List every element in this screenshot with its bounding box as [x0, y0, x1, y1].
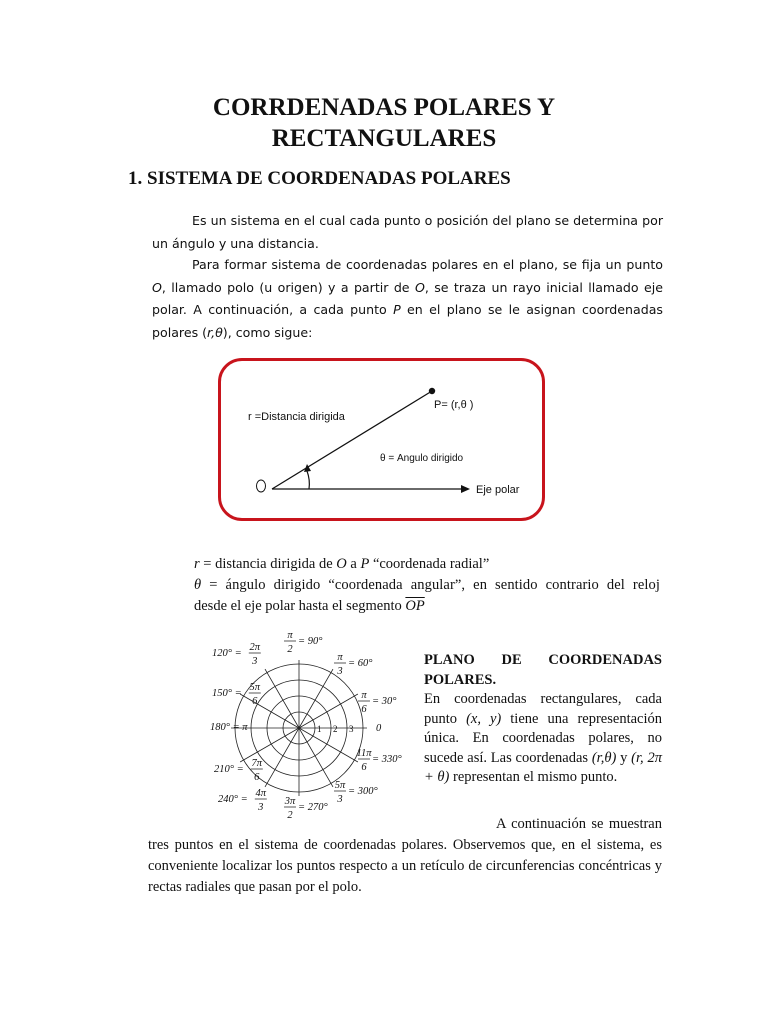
- angle-denominator: 3: [337, 666, 343, 677]
- angle-numerator: π: [337, 652, 343, 663]
- angle-label: 210° =: [214, 764, 244, 775]
- angle-denominator: 6: [254, 772, 260, 783]
- radius-tick-label: 1: [317, 724, 322, 734]
- angle-label: = 270°: [298, 802, 328, 813]
- angle-denominator: 2: [287, 644, 293, 655]
- text-run: a: [346, 556, 361, 572]
- angle-label: = 60°: [348, 658, 373, 669]
- angle-numerator: 5π: [334, 780, 346, 791]
- r-2pi-symbol: (r, 2π + θ): [424, 749, 662, 785]
- definition-theta-cont: [194, 596, 660, 617]
- text-run: En coordenadas rectangulares, cada punto: [424, 691, 662, 727]
- radius-tick-label: 3: [349, 724, 354, 734]
- text-run: = distancia dirigida de: [199, 556, 337, 572]
- angle-label: = 330°: [372, 754, 402, 765]
- polar-plane-diagram: [210, 632, 415, 818]
- angle-denominator: 3: [252, 656, 258, 667]
- r-symbol: r: [194, 556, 200, 572]
- text-run: desde el eje polar hasta el segmento: [194, 598, 406, 614]
- definitions-block: [194, 554, 660, 617]
- polar-plane-text: [424, 651, 662, 788]
- plane-heading-cont: POLARES.: [424, 671, 497, 688]
- intro-paragraph: [152, 210, 663, 255]
- angle-arc: [307, 471, 309, 489]
- angle-label: 0: [376, 723, 382, 734]
- construction-paragraph: [152, 254, 663, 344]
- angle-numerator: 5π: [249, 682, 261, 693]
- angle-numerator: 11π: [356, 748, 372, 759]
- radial-line: [299, 694, 358, 728]
- text-run: tiene una representación única. En coordenadas polares, no sucede así. Las coordenadas: [424, 710, 662, 766]
- radial-line: [240, 694, 299, 728]
- angle-numerator: 7π: [251, 758, 263, 769]
- definition-theta: [194, 575, 660, 596]
- radial-line: [240, 728, 299, 762]
- theta-symbol: θ: [194, 577, 202, 593]
- coordinates-symbol: r,θ: [207, 324, 223, 340]
- paragraph-construction: [152, 254, 663, 344]
- angle-label: 240° =: [218, 794, 248, 805]
- angle-numerator: 4π: [255, 788, 267, 799]
- point-label: P= (r,θ ): [434, 399, 474, 411]
- radius-tick-label: 2: [333, 724, 338, 734]
- angle-numerator: 2π: [249, 642, 261, 653]
- text-run: representan el mismo punto.: [449, 769, 618, 785]
- xy-symbol: (x, y): [466, 710, 502, 727]
- angle-denominator: 6: [361, 704, 367, 715]
- radial-line: [265, 669, 299, 728]
- plane-heading: PLANO DE COORDENADAS: [424, 652, 662, 668]
- polar-definition-svg: [218, 358, 545, 521]
- section-heading: 1. SISTEMA DE COORDENADAS POLARES: [128, 168, 511, 189]
- text-run: = ángulo dirigido “coordenada angular”, en sentido contrario del reloj: [201, 577, 660, 593]
- radius-line: [272, 391, 432, 489]
- angle-denominator: 2: [287, 810, 293, 818]
- pole-symbol: O: [336, 556, 347, 572]
- angle-numerator: 3π: [284, 796, 296, 807]
- pole-marker: [257, 480, 266, 492]
- page-title-line-1: CORRDENADAS POLARES Y: [212, 94, 556, 121]
- angle-label: = 300°: [348, 786, 378, 797]
- radial-line: [265, 728, 299, 787]
- arrow-head-icon: [461, 485, 470, 493]
- text-run: en el plano se le asignan coordenadas polares (: [152, 302, 663, 340]
- radial-line: [299, 728, 333, 787]
- text-run: “coordenada radial”: [369, 556, 490, 572]
- segment-op: $\overline{OP}$: [405, 598, 425, 614]
- angle-label: 120° =: [212, 648, 242, 659]
- radius-label: r =Distancia dirigida: [248, 411, 345, 423]
- angle-numerator: π: [361, 690, 367, 701]
- point-symbol: P: [393, 302, 401, 317]
- polar-axis-label: Eje polar: [476, 484, 520, 496]
- angle-label: 180° = π: [210, 722, 248, 733]
- bottom-rest: tres puntos en el sistema de coordenadas polares. Observemos que, en el sistema, es conveniente localizar los puntos respecto a un retículo de circunferencias concéntricas y rectas radiales que pasan por el polo.: [148, 837, 662, 895]
- point-symbol: P: [360, 556, 370, 572]
- text-run: ), como sigue:: [222, 324, 313, 340]
- text-run: y: [616, 749, 632, 766]
- angle-label: = 30°: [372, 696, 397, 707]
- text-run: , se traza un rayo inicial llamado eje polar. A continuación, a cada punto: [152, 279, 663, 317]
- angle-label: θ = Angulo dirigido: [380, 453, 464, 464]
- paragraph-definition: Es un sistema en el cual cada punto o posición del plano se determina por un ángulo y una distancia.: [152, 213, 663, 251]
- point-p-dot: [429, 388, 435, 394]
- rt-symbol: (r,θ): [591, 749, 617, 766]
- angle-denominator: 6: [252, 696, 258, 707]
- bottom-first-line: A continuación se muestran: [496, 816, 662, 832]
- bottom-paragraph: [148, 814, 662, 898]
- text-run: Para formar sistema de coordenadas polares en el plano, se fija un punto: [192, 257, 663, 272]
- pole-symbol: O: [414, 279, 425, 295]
- text-run: , llamado polo (u origen) y a partir de: [161, 279, 415, 295]
- angle-denominator: 6: [361, 762, 367, 773]
- page-title-line-2: RECTANGULARES: [271, 125, 497, 152]
- radial-line: [299, 669, 333, 728]
- definition-r: [194, 554, 660, 575]
- angle-label: 150° =: [212, 688, 242, 699]
- polar-grid: [210, 632, 402, 818]
- angle-numerator: π: [287, 632, 293, 641]
- pole-symbol: O: [152, 279, 162, 295]
- angle-label: = 90°: [298, 636, 323, 647]
- angle-denominator: 3: [337, 794, 343, 805]
- angle-denominator: 3: [258, 802, 264, 813]
